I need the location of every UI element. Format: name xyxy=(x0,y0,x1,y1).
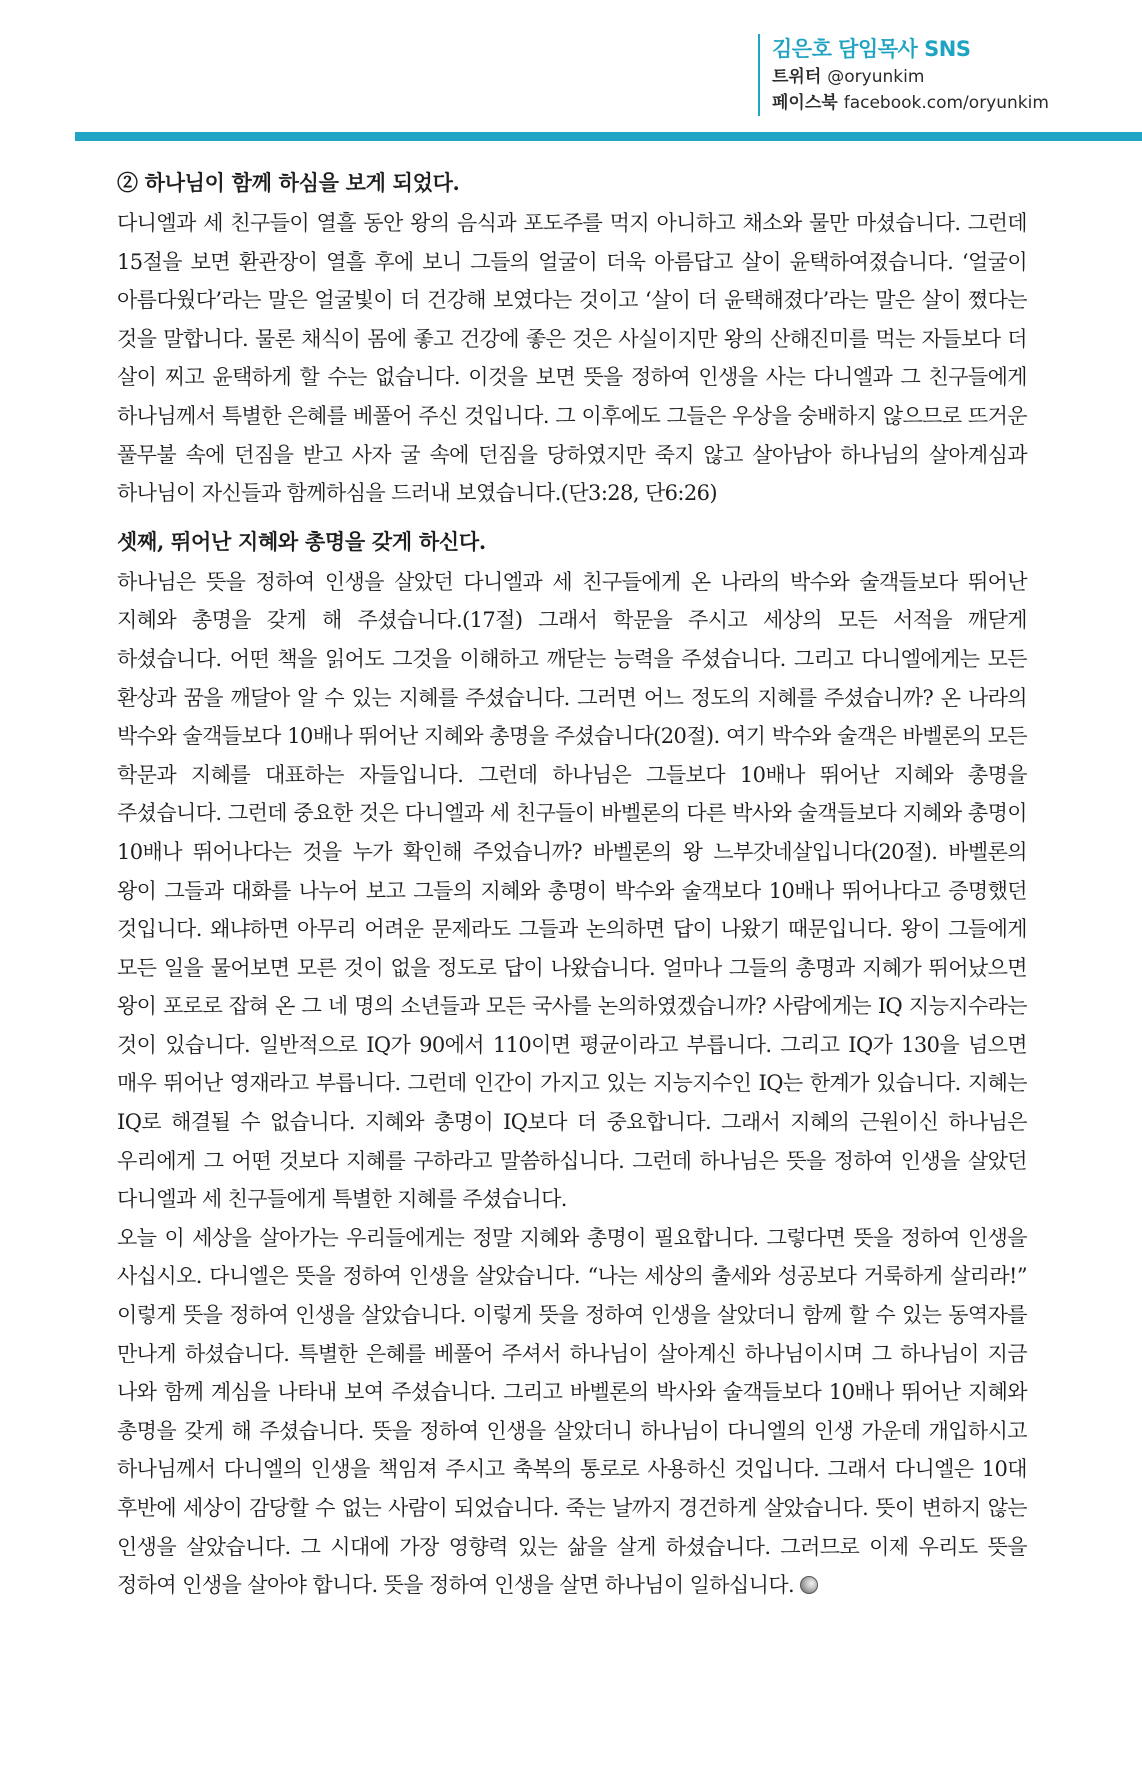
section-heading-third: 셋째, 뛰어난 지혜와 총명을 갖게 하신다. xyxy=(117,528,486,554)
body-paragraph: 하나님은 뜻을 정하여 인생을 살았던 다니엘과 세 친구들에게 온 나라의 박수와 술객들보다 뛰어난 지혜와 총명을 갖게 해 주셨습니다.(17절) 그래서 학문을 주시고 세상의 모든 서적을 깨닫게 하셨습니다. 어떤 책을 읽어도 그것을 이해하고 깨닫는 능력을 주셨습니다. 그리고 다니엘에게는 모든 환상과 꿈을 깨달아 알 수 있는 지혜를 주셨습니다. 그러면 어느 정도의 지혜를 주셨습니까? 온 나라의 박수와 술객들보다 10배나 뛰어난 지혜와 총명을 주셨습니다(20절). 여기 박수와 술객은 바벨론의 모든 학문과 지혜를 대표하는 자들입니다. 그런데 하나님은 그들보다 10배나 뛰어난 지혜와 총명을 주셨습니다. 그런데 중요한 것은 다니엘과 세 친구들이 바벨론의 다른 박사와 술객들보다 지혜와 총명이 10배나 뛰어나다는 것을 누가 확인해 주었습니까? 바벨론의 왕 느부갓네살입니다(20절). 바벨론의 왕이 그들과 대화를 나누어 보고 그들의 지혜와 총명이 박수와 술객보다 10배나 뛰어나다고 증명했던 것입니다. 왜냐하면 아무리 어려운 문제라도 그들과 논의하면 답이 나왔기 때문입니다. 왕이 그들에게 모든 일을 물어보면 모른 것이 없을 정도로 답이 나왔습니다. 얼마나 그들의 총명과 지혜가 뛰어났으면 왕이 포로로 잡혀 온 그 네 명의 소년들과 모든 국사를 논의하였겠습니까? 사람에게는 IQ 지능지수라는 것이 있습니다. 일반적으로 IQ가 90에서 110이면 평균이라고 부릅니다. 그리고 IQ가 130을 넘으면 매우 뛰어난 영재라고 부릅니다. 그런데 인간이 가지고 있는 지능지수인 IQ는 한계가 있습니다. 지혜는 IQ로 해결될 수 없습니다. 지혜와 총명이 IQ보다 더 중요합니다. 그래서 지혜의 근원이신 하나님은 우리에게 그 어떤 것보다 지혜를 구하라고 말씀하십니다. 그런데 하나님은 뜻을 정하여 인생을 살았던 다니엘과 세 친구들에게 특별한 지혜를 주셨습니다. xyxy=(117,569,1027,1212)
sns-header xyxy=(758,34,1142,116)
body-paragraph: 다니엘과 세 친구들이 열흘 동안 왕의 음식과 포도주를 먹지 아니하고 채소와 물만 마셨습니다. 그런데 15절을 보면 환관장이 열흘 후에 보니 그들의 얼굴이 더욱 아름답고 살이 윤택하여졌습니다. ‘얼굴이 아름다웠다’라는 말은 얼굴빛이 더 건강해 보였다는 것이고 ‘살이 더 윤택해졌다’라는 말은 살이 쪘다는 것을 말합니다. 물론 채식이 몸에 좋고 건강에 좋은 것은 사실이지만 왕의 산해진미를 먹는 자들보다 더 살이 찌고 윤택하게 할 수는 없습니다. 이것을 보면 뜻을 정하여 인생을 사는 다니엘과 그 친구들에게 하나님께서 특별한 은혜를 베풀어 주신 것입니다. 그 이후에도 그들은 우상을 숭배하지 않으므로 뜨거운 풀무불 속에 던짐을 받고 사자 굴 속에 던짐을 당하였지만 죽지 않고 살아남아 하나님의 살아계심과 하나님이 자신들과 함께하심을 드러내 보였습니다.(단3:28, 단6:26) xyxy=(117,211,1027,506)
facebook-row xyxy=(772,90,1142,116)
body-paragraph-final xyxy=(117,1219,1027,1605)
twitter-handle[interactable]: @oryunkim xyxy=(827,67,925,87)
section-gap xyxy=(117,513,1027,527)
article-body xyxy=(117,168,1027,1605)
twitter-label: 트위터 xyxy=(772,67,822,87)
final-paragraph-text: 오늘 이 세상을 살아가는 우리들에게는 정말 지혜와 총명이 필요합니다. 그렇다면 뜻을 정하여 인생을 사십시오. 다니엘은 뜻을 정하여 인생을 살았습니다. “나는 세상의 출세와 성공보다 거룩하게 살리라!” 이렇게 뜻을 정하여 인생을 살았습니다. 이렇게 뜻을 정하여 인생을 살았더니 함께 할 수 있는 동역자를 만나게 하셨습니다. 특별한 은혜를 베풀어 주셔서 하나님이 살아계신 하나님이시며 그 하나님이 지금 나와 함께 계심을 나타내 보여 주셨습니다. 그리고 바벨론의 박사와 술객들보다 10배나 뛰어난 지혜와 총명을 갖게 해 주셨습니다. 뜻을 정하여 인생을 살았더니 하나님이 다니엘의 인생 가운데 개입하시고 하나님께서 다니엘의 인생을 책임져 주시고 축복의 통로로 사용하신 것입니다. 그래서 다니엘은 10대 후반에 세상이 감당할 수 없는 사람이 되었습니다. 죽는 날까지 경건하게 살았습니다. 뜻이 변하지 않는 인생을 살았습니다. 그 시대에 가장 영향력 있는 삶을 살게 하셨습니다. 그러므로 이제 우리도 뜻을 정하여 인생을 살아야 합니다. 뜻을 정하여 인생을 살면 하나님이 일하십니다. xyxy=(117,1225,1027,1598)
sns-title: 김은호 담임목사 SNS xyxy=(772,37,971,61)
end-of-article-icon xyxy=(800,1576,818,1594)
facebook-label: 페이스북 xyxy=(772,93,838,113)
section-heading-2: ② 하나님이 함께 하심을 보게 되었다. xyxy=(117,170,460,195)
facebook-url[interactable]: facebook.com/oryunkim xyxy=(843,93,1049,113)
twitter-row xyxy=(772,64,1142,90)
header-divider xyxy=(75,132,1142,141)
